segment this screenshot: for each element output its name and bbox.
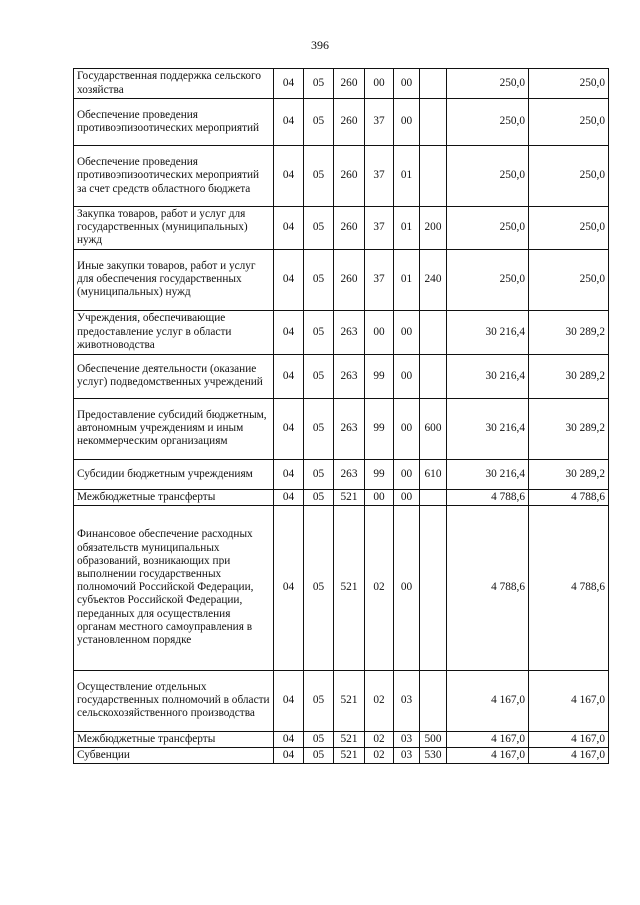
expense-type-code: 600 <box>420 398 447 459</box>
amount-year-2: 30 289,2 <box>529 398 609 459</box>
amount-year-2: 250,0 <box>529 146 609 207</box>
row-name: Закупка товаров, работ и услуг для государственных (муниципальных) нужд <box>74 207 274 250</box>
amount-year-1: 4 788,6 <box>447 489 529 505</box>
row-name: Иные закупки товаров, работ и услуг для обеспечения государственных (муниципальных) нужд <box>74 249 274 310</box>
row-name: Учреждения, обеспечивающие предоставление услуг в области животноводства <box>74 310 274 354</box>
item-code: 01 <box>394 146 420 207</box>
table-row <box>74 459 609 489</box>
expense-type-code <box>420 99 447 146</box>
subprogram-code: 00 <box>365 310 394 354</box>
table-row <box>74 489 609 505</box>
expense-type-code: 530 <box>420 748 447 764</box>
subsection-code: 05 <box>304 249 334 310</box>
table-row <box>74 69 609 99</box>
amount-year-1: 30 216,4 <box>447 459 529 489</box>
table-row <box>74 398 609 459</box>
table-row <box>74 249 609 310</box>
subsection-code: 05 <box>304 748 334 764</box>
amount-year-2: 4 788,6 <box>529 505 609 670</box>
section-code: 04 <box>274 505 304 670</box>
section-code: 04 <box>274 249 304 310</box>
section-code: 04 <box>274 459 304 489</box>
table-row <box>74 146 609 207</box>
subsection-code: 05 <box>304 459 334 489</box>
item-code: 00 <box>394 354 420 398</box>
subprogram-code: 00 <box>365 489 394 505</box>
subsection-code: 05 <box>304 398 334 459</box>
subprogram-code: 02 <box>365 731 394 747</box>
subprogram-code: 00 <box>365 69 394 99</box>
program-code: 263 <box>334 398 365 459</box>
section-code: 04 <box>274 99 304 146</box>
expense-type-code <box>420 505 447 670</box>
row-name: Обеспечение проведения противоэпизоотических мероприятий за счет средств областного бюджета <box>74 146 274 207</box>
program-code: 521 <box>334 505 365 670</box>
amount-year-1: 250,0 <box>447 69 529 99</box>
expense-type-code <box>420 146 447 207</box>
subprogram-code: 99 <box>365 354 394 398</box>
subsection-code: 05 <box>304 731 334 747</box>
section-code: 04 <box>274 69 304 99</box>
program-code: 521 <box>334 731 365 747</box>
amount-year-2: 4 167,0 <box>529 731 609 747</box>
subprogram-code: 37 <box>365 99 394 146</box>
subprogram-code: 99 <box>365 398 394 459</box>
row-name: Субвенции <box>74 748 274 764</box>
program-code: 260 <box>334 207 365 250</box>
subprogram-code: 37 <box>365 146 394 207</box>
program-code: 263 <box>334 354 365 398</box>
table-row <box>74 310 609 354</box>
table-row <box>74 731 609 747</box>
item-code: 00 <box>394 99 420 146</box>
row-name: Обеспечение проведения противоэпизоотических мероприятий <box>74 99 274 146</box>
section-code: 04 <box>274 398 304 459</box>
subsection-code: 05 <box>304 354 334 398</box>
expense-type-code <box>420 670 447 731</box>
subsection-code: 05 <box>304 505 334 670</box>
program-code: 260 <box>334 146 365 207</box>
program-code: 521 <box>334 670 365 731</box>
amount-year-1: 30 216,4 <box>447 354 529 398</box>
subsection-code: 05 <box>304 207 334 250</box>
subprogram-code: 02 <box>365 505 394 670</box>
amount-year-2: 250,0 <box>529 249 609 310</box>
item-code: 01 <box>394 249 420 310</box>
row-name: Обеспечение деятельности (оказание услуг) подведомственных учреждений <box>74 354 274 398</box>
amount-year-1: 250,0 <box>447 99 529 146</box>
subprogram-code: 02 <box>365 670 394 731</box>
item-code: 00 <box>394 489 420 505</box>
subsection-code: 05 <box>304 146 334 207</box>
program-code: 260 <box>334 249 365 310</box>
section-code: 04 <box>274 748 304 764</box>
program-code: 263 <box>334 459 365 489</box>
subprogram-code: 37 <box>365 249 394 310</box>
budget-table <box>73 68 609 764</box>
amount-year-1: 4 167,0 <box>447 748 529 764</box>
item-code: 00 <box>394 310 420 354</box>
section-code: 04 <box>274 310 304 354</box>
amount-year-1: 250,0 <box>447 249 529 310</box>
expense-type-code <box>420 354 447 398</box>
item-code: 03 <box>394 731 420 747</box>
expense-type-code <box>420 489 447 505</box>
section-code: 04 <box>274 731 304 747</box>
item-code: 00 <box>394 69 420 99</box>
amount-year-1: 250,0 <box>447 146 529 207</box>
amount-year-2: 4 167,0 <box>529 670 609 731</box>
subprogram-code: 02 <box>365 748 394 764</box>
row-name: Предоставление субсидий бюджетным, автономным учреждениям и иным некоммерческим организациям <box>74 398 274 459</box>
table-row <box>74 505 609 670</box>
subsection-code: 05 <box>304 99 334 146</box>
amount-year-1: 4 167,0 <box>447 731 529 747</box>
amount-year-1: 30 216,4 <box>447 398 529 459</box>
row-name: Финансовое обеспечение расходных обязательств муниципальных образований, возникающих при выполнении государственных полномочий Российской Федерации, субъектов Российской Федерации, переданных для осуществления органам местного самоуправления в установленном порядке <box>74 505 274 670</box>
item-code: 03 <box>394 670 420 731</box>
section-code: 04 <box>274 670 304 731</box>
subsection-code: 05 <box>304 310 334 354</box>
amount-year-2: 250,0 <box>529 99 609 146</box>
row-name: Субсидии бюджетным учреждениям <box>74 459 274 489</box>
table-row <box>74 670 609 731</box>
item-code: 00 <box>394 398 420 459</box>
subprogram-code: 37 <box>365 207 394 250</box>
table-row <box>74 207 609 250</box>
amount-year-1: 4 788,6 <box>447 505 529 670</box>
budget-table-body <box>74 69 609 764</box>
table-row <box>74 354 609 398</box>
amount-year-2: 4 167,0 <box>529 748 609 764</box>
section-code: 04 <box>274 207 304 250</box>
subsection-code: 05 <box>304 69 334 99</box>
program-code: 260 <box>334 69 365 99</box>
row-name: Осуществление отдельных государственных полномочий в области сельскохозяйственного производства <box>74 670 274 731</box>
row-name: Межбюджетные трансферты <box>74 489 274 505</box>
expense-type-code <box>420 310 447 354</box>
item-code: 00 <box>394 459 420 489</box>
amount-year-1: 30 216,4 <box>447 310 529 354</box>
expense-type-code: 200 <box>420 207 447 250</box>
page-number: 396 <box>311 38 329 52</box>
subsection-code: 05 <box>304 670 334 731</box>
row-name: Межбюджетные трансферты <box>74 731 274 747</box>
program-code: 260 <box>334 99 365 146</box>
item-code: 01 <box>394 207 420 250</box>
expense-type-code: 500 <box>420 731 447 747</box>
item-code: 03 <box>394 748 420 764</box>
amount-year-2: 4 788,6 <box>529 489 609 505</box>
program-code: 521 <box>334 748 365 764</box>
amount-year-1: 250,0 <box>447 207 529 250</box>
section-code: 04 <box>274 489 304 505</box>
table-row <box>74 99 609 146</box>
amount-year-2: 30 289,2 <box>529 354 609 398</box>
item-code: 00 <box>394 505 420 670</box>
amount-year-2: 250,0 <box>529 69 609 99</box>
program-code: 263 <box>334 310 365 354</box>
expense-type-code: 610 <box>420 459 447 489</box>
section-code: 04 <box>274 146 304 207</box>
section-code: 04 <box>274 354 304 398</box>
expense-type-code: 240 <box>420 249 447 310</box>
amount-year-1: 4 167,0 <box>447 670 529 731</box>
amount-year-2: 30 289,2 <box>529 310 609 354</box>
expense-type-code <box>420 69 447 99</box>
amount-year-2: 250,0 <box>529 207 609 250</box>
amount-year-2: 30 289,2 <box>529 459 609 489</box>
subprogram-code: 99 <box>365 459 394 489</box>
row-name: Государственная поддержка сельского хозяйства <box>74 69 274 99</box>
subsection-code: 05 <box>304 489 334 505</box>
table-row <box>74 748 609 764</box>
program-code: 521 <box>334 489 365 505</box>
